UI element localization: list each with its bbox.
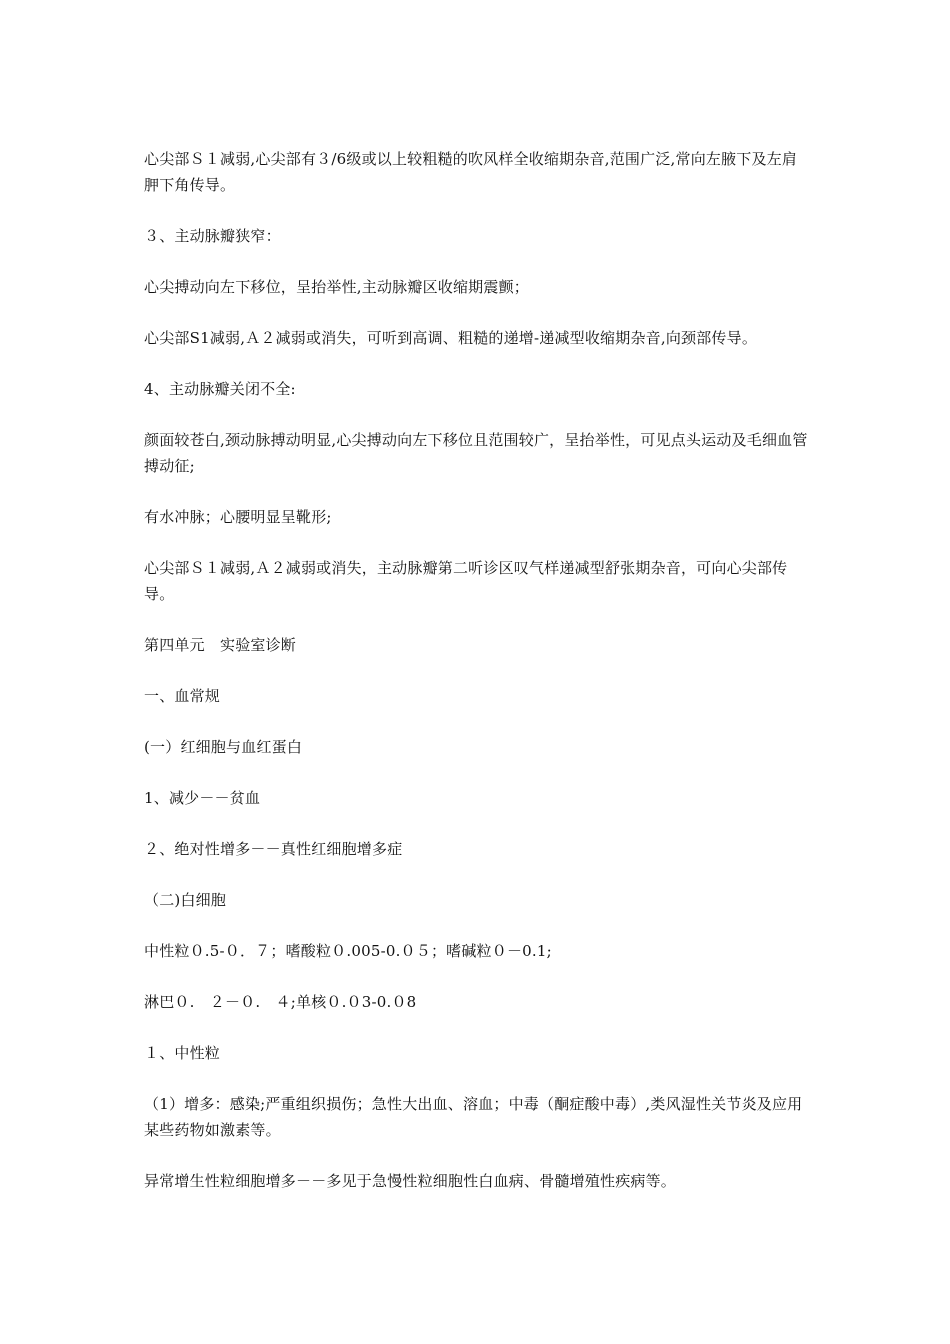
paragraph-aortic-regurgitation-inspection: 颜面较苍白,颈动脉搏动明显,心尖搏动向左下移位且范围较广，呈抬举性，可见点头运动及毛细血管搏动征; bbox=[144, 431, 808, 475]
heading-neutrophils: １、中性粒 bbox=[144, 1044, 221, 1062]
heading-aortic-stenosis: ３、主动脉瓣狭窄： bbox=[144, 227, 281, 245]
paragraph-granulocyte-ranges: 中性粒０.5-０．７；嗜酸粒０.005-0.０５；嗜碱粒０－0.1; bbox=[144, 942, 552, 960]
paragraph-aortic-regurgitation-auscultation: 心尖部Ｓ１减弱,Ａ２减弱或消失，主动脉瓣第二听诊区叹气样递减型舒张期杂音，可向心尖部传导。 bbox=[144, 559, 788, 603]
document-body bbox=[144, 146, 810, 1219]
paragraph-neutrophil-increase: （1）增多：感染;严重组织损伤；急性大出血、溶血；中毒（酮症酸中毒）,类风湿性关节炎及应用某些药物如激素等。 bbox=[144, 1095, 803, 1139]
subsection-heading-white-cells: （二)白细胞 bbox=[144, 891, 227, 909]
paragraph-lymph-mono-ranges: 淋巴０. ２－０. ４;单核０.０3-0.０8 bbox=[144, 993, 417, 1011]
section-heading-blood-routine: 一、血常规 bbox=[144, 687, 221, 705]
paragraph-abnormal-proliferation: 异常增生性粒细胞增多－－多见于急慢性粒细胞性白血病、骨髓增殖性疾病等。 bbox=[144, 1172, 677, 1190]
subsection-heading-red-cells: (一）红细胞与血红蛋白 bbox=[144, 738, 303, 756]
paragraph-mitral-regurgitation-auscultation: 心尖部Ｓ１减弱,心尖部有３/6级或以上较粗糙的吹风样全收缩期杂音,范围广泛,常向左腋下及左肩胛下角传导。 bbox=[144, 150, 798, 194]
unit-heading: 第四单元 实验室诊断 bbox=[144, 636, 297, 654]
heading-aortic-regurgitation: 4、主动脉瓣关闭不全: bbox=[144, 380, 296, 398]
paragraph-aortic-stenosis-palpation: 心尖搏动向左下移位，呈抬举性,主动脉瓣区收缩期震颤； bbox=[144, 278, 529, 296]
list-item-increase: ２、绝对性增多－－真性红细胞增多症 bbox=[144, 840, 403, 858]
list-item-decrease: 1、减少－－贫血 bbox=[144, 789, 261, 807]
paragraph-water-hammer-pulse: 有水冲脉；心腰明显呈靴形; bbox=[144, 508, 332, 526]
paragraph-aortic-stenosis-auscultation: 心尖部S1减弱,Ａ２减弱或消失，可听到高调、粗糙的递增-递减型收缩期杂音,向颈部传导。 bbox=[144, 329, 758, 347]
